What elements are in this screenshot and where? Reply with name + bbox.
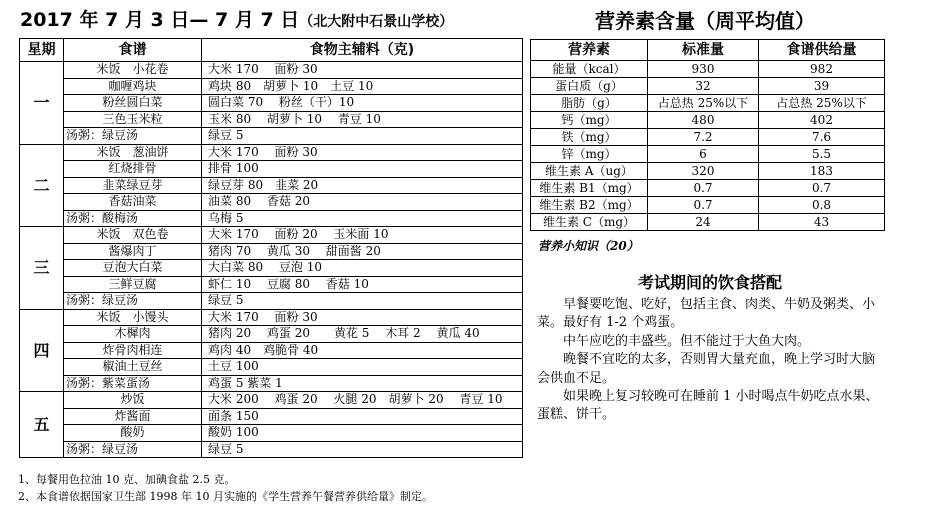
menu-column-header: 食物主辅料（克) [202, 39, 523, 62]
nutrient-column-header: 食谱供给量 [759, 40, 885, 61]
menu-row [20, 392, 523, 409]
nutrient-cell: 0.7 [648, 197, 759, 214]
ingredients-cell: 鸡肉 40 鸡脆骨 40 [202, 342, 523, 359]
nutrient-cell: 蛋白质（g） [531, 78, 648, 95]
dish-cell: 椒油土豆丝 [64, 359, 202, 376]
article-paragraph: 早餐要吃饱、吃好，包括主食、肉类、牛奶及粥类、小菜。最好有 1-2 个鸡蛋。 [537, 297, 876, 331]
article-title: 考试期间的饮食搭配 [637, 273, 782, 292]
dish-cell: 汤粥：绿豆汤 [64, 441, 202, 458]
dish-cell: 三鲜豆腐 [64, 276, 202, 293]
ingredients-cell: 鸡蛋 5 紫菜 1 [202, 375, 523, 392]
nutrient-column-header: 营养素 [531, 40, 648, 61]
nutrient-cell: 能量（kcal） [531, 61, 648, 78]
nutrient-row [531, 180, 885, 197]
ingredients-cell: 排骨 100 [202, 161, 523, 178]
menu-row [20, 62, 523, 79]
nutrient-cell: 32 [648, 78, 759, 95]
menu-row [20, 441, 523, 458]
nutrient-cell: 24 [648, 214, 759, 231]
ingredients-cell: 圆白菜 70 粉丝（干）10 [202, 95, 523, 112]
dish-cell: 豆泡大白菜 [64, 260, 202, 277]
ingredients-cell: 玉米 80 胡萝卜 10 青豆 10 [202, 111, 523, 128]
nutrient-cell: 7.6 [759, 129, 885, 146]
nutrient-cell: 0.7 [759, 180, 885, 197]
dish-cell: 酸奶 [64, 425, 202, 442]
ingredients-cell: 绿豆 5 [202, 293, 523, 310]
ingredients-cell: 猪肉 70 黄瓜 30 甜面酱 20 [202, 243, 523, 260]
nutrient-cell: 930 [648, 61, 759, 78]
menu-row [20, 309, 523, 326]
ingredients-cell: 乌梅 5 [202, 210, 523, 227]
ingredients-cell: 油菜 80 香菇 20 [202, 194, 523, 211]
ingredients-cell: 大米 170 面粉 30 [202, 62, 523, 79]
article-body [537, 296, 885, 425]
menu-row [20, 342, 523, 359]
nutrient-cell: 0.7 [648, 180, 759, 197]
menu-table [19, 38, 523, 458]
menu-title-school: （北大附中石景山学校） [299, 14, 454, 30]
ingredients-cell: 绿豆芽 80 韭菜 20 [202, 177, 523, 194]
dish-cell: 韭菜绿豆芽 [64, 177, 202, 194]
menu-row [20, 210, 523, 227]
dish-cell: 三色玉米粒 [64, 111, 202, 128]
ingredients-cell: 面条 150 [202, 408, 523, 425]
dish-cell: 炸骨肉相连 [64, 342, 202, 359]
dish-cell: 汤粥：紫菜蛋汤 [64, 375, 202, 392]
dish-cell: 咖喱鸡块 [64, 78, 202, 95]
ingredients-cell: 猪肉 20 鸡蛋 20 黄花 5 木耳 2 黄瓜 40 [202, 326, 523, 343]
weekday-cell: 一 [20, 62, 64, 145]
nutrient-row [531, 129, 885, 146]
nutrient-cell: 维生素 C（mg） [531, 214, 648, 231]
nutrient-header-row [531, 40, 885, 61]
nutrient-cell: 铁（mg） [531, 129, 648, 146]
menu-row [20, 425, 523, 442]
nutrient-cell: 维生素 B2（mg） [531, 197, 648, 214]
dish-cell: 香菇油菜 [64, 194, 202, 211]
nutrient-cell: 480 [648, 112, 759, 129]
ingredients-cell: 虾仁 10 豆腐 80 香菇 10 [202, 276, 523, 293]
note-1: 1、每餐用色拉油 10 克、加碘食盐 2.5 克。 [18, 473, 236, 486]
ingredients-cell: 土豆 100 [202, 359, 523, 376]
menu-column-header: 星期 [20, 39, 64, 62]
nutrient-column-header: 标准量 [648, 40, 759, 61]
dish-cell: 木樨肉 [64, 326, 202, 343]
dish-cell: 汤粥：绿豆汤 [64, 293, 202, 310]
weekday-cell: 五 [20, 392, 64, 458]
menu-header-row [20, 39, 523, 62]
nutrient-row [531, 61, 885, 78]
menu-row [20, 260, 523, 277]
dish-cell: 炒饭 [64, 392, 202, 409]
nutrient-row [531, 163, 885, 180]
menu-row [20, 111, 523, 128]
nutrient-cell: 维生素 B1（mg） [531, 180, 648, 197]
menu-row [20, 95, 523, 112]
ingredients-cell: 鸡块 80 胡萝卜 10 土豆 10 [202, 78, 523, 95]
menu-row [20, 227, 523, 244]
ingredients-cell: 大米 170 面粉 20 玉米面 10 [202, 227, 523, 244]
nutrient-cell: 982 [759, 61, 885, 78]
menu-row [20, 359, 523, 376]
menu-row [20, 78, 523, 95]
nutrient-row [531, 95, 885, 112]
menu-column-header: 食谱 [64, 39, 202, 62]
ingredients-cell: 绿豆 5 [202, 128, 523, 145]
nutrient-row [531, 214, 885, 231]
weekday-cell: 四 [20, 309, 64, 392]
article-paragraph: 如果晚上复习较晚可在睡前 1 小时喝点牛奶吃点水果、蛋糕、饼干。 [537, 389, 879, 423]
menu-row [20, 293, 523, 310]
nutrient-cell: 43 [759, 214, 885, 231]
menu-row [20, 144, 523, 161]
dish-cell: 米饭 双色卷 [64, 227, 202, 244]
note-2: 2、本食谱依据国家卫生部 1998 年 10 月实施的《学生营养午餐营养供给量》制定。 [18, 490, 433, 503]
nutrient-title: 营养素含量（周平均值） [595, 9, 815, 33]
menu-row [20, 128, 523, 145]
nutrient-cell: 39 [759, 78, 885, 95]
ingredients-cell: 酸奶 100 [202, 425, 523, 442]
article-paragraph: 中午应吃的丰盛些。但不能过于大鱼大肉。 [563, 333, 811, 349]
menu-row [20, 408, 523, 425]
ingredients-cell: 大米 200 鸡蛋 20 火腿 20 胡萝卜 20 青豆 10 [202, 392, 523, 409]
menu-row [20, 161, 523, 178]
ingredients-cell: 大米 170 面粉 30 [202, 144, 523, 161]
nutrient-cell: 占总热 25%以下 [759, 95, 885, 112]
menu-title [20, 6, 520, 34]
nutrient-cell: 锌（mg） [531, 146, 648, 163]
menu-row [20, 375, 523, 392]
nutrient-row [531, 146, 885, 163]
nutrient-cell: 占总热 25%以下 [648, 95, 759, 112]
nutrient-cell: 402 [759, 112, 885, 129]
dish-cell: 酱爆肉丁 [64, 243, 202, 260]
dish-cell: 粉丝圆白菜 [64, 95, 202, 112]
dish-cell: 汤粥：绿豆汤 [64, 128, 202, 145]
nutrient-cell: 脂肪（g） [531, 95, 648, 112]
ingredients-cell: 绿豆 5 [202, 441, 523, 458]
dish-cell: 米饭 小花卷 [64, 62, 202, 79]
nutrient-row [531, 197, 885, 214]
menu-row [20, 243, 523, 260]
nutrient-cell: 5.5 [759, 146, 885, 163]
ingredients-cell: 大白菜 80 豆泡 10 [202, 260, 523, 277]
menu-row [20, 194, 523, 211]
menu-row [20, 276, 523, 293]
nutrient-cell: 钙（mg） [531, 112, 648, 129]
menu-title-main: 2017 年 7 月 3 日— 7 月 7 日 [20, 9, 300, 31]
dish-cell: 炸酱面 [64, 408, 202, 425]
weekday-cell: 三 [20, 227, 64, 310]
nutrient-cell: 320 [648, 163, 759, 180]
ingredients-cell: 大米 170 面粉 30 [202, 309, 523, 326]
dish-cell: 米饭 葱油饼 [64, 144, 202, 161]
nutrient-cell: 维生素 A（ug） [531, 163, 648, 180]
nutrient-cell: 0.8 [759, 197, 885, 214]
weekday-cell: 二 [20, 144, 64, 227]
nutrition-tips-label: 营养小知识（20） [538, 239, 639, 253]
dish-cell: 汤粥：酸梅汤 [64, 210, 202, 227]
nutrient-row [531, 78, 885, 95]
dish-cell: 米饭 小馒头 [64, 309, 202, 326]
nutrient-table [530, 39, 885, 231]
dish-cell: 红烧排骨 [64, 161, 202, 178]
nutrient-cell: 183 [759, 163, 885, 180]
nutrient-cell: 7.2 [648, 129, 759, 146]
article-paragraph: 晚餐不宜吃的太多，否则胃大量充血，晚上学习时大脑会供血不足。 [537, 352, 876, 386]
nutrient-cell: 6 [648, 146, 759, 163]
nutrient-row [531, 112, 885, 129]
menu-row [20, 326, 523, 343]
menu-row [20, 177, 523, 194]
